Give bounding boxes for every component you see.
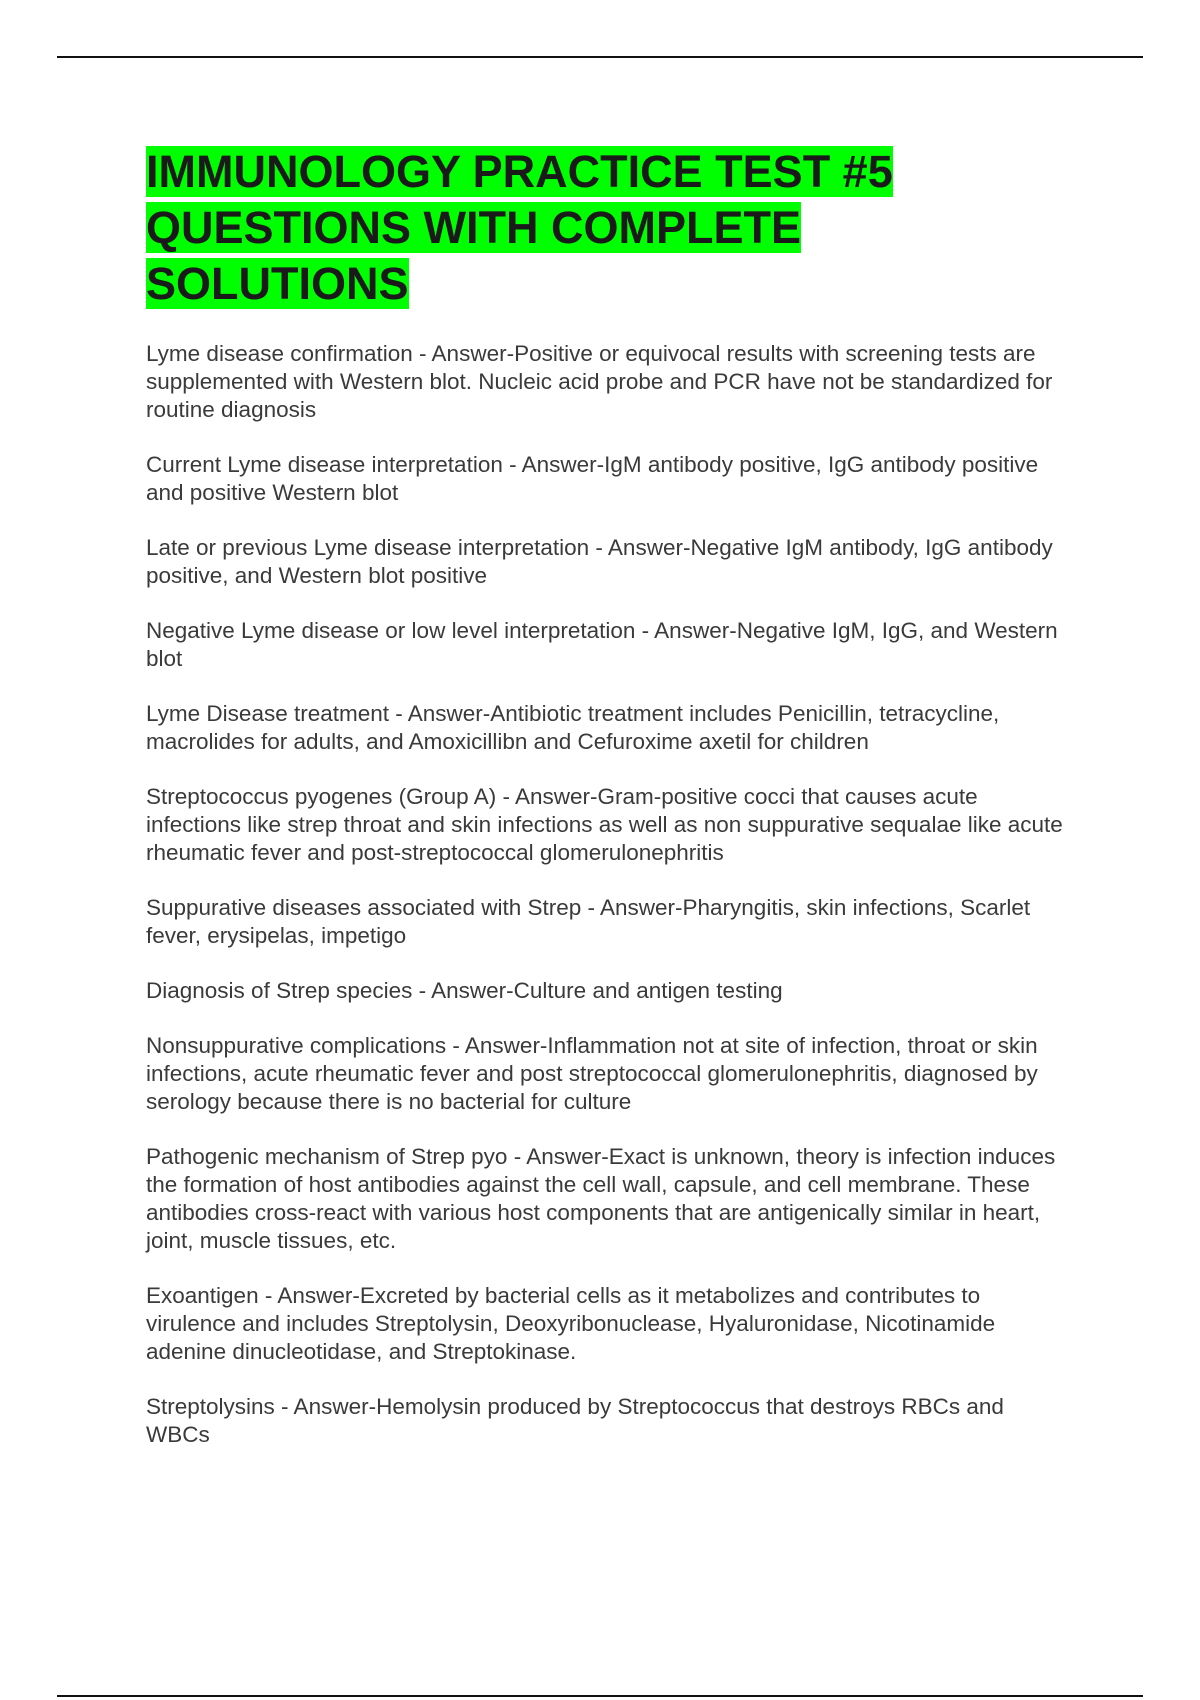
qa-item: Lyme disease confirmation - Answer-Positive or equivocal results with screening tests are supplemented with Western blot. Nucleic acid probe and PCR have not be standardized for routine diagnosis <box>146 341 1053 422</box>
qa-item: Late or previous Lyme disease interpretation - Answer-Negative IgM antibody, IgG antibody positive, and Western blot positive <box>146 535 1053 588</box>
qa-item: Nonsuppurative complications - Answer-Inflammation not at site of infection, throat or skin infections, acute rheumatic fever and post streptococcal glomerulonephritis, diagnosed by serology because there is no bacterial for culture <box>146 1033 1038 1114</box>
qa-item: Suppurative diseases associated with Strep - Answer-Pharyngitis, skin infections, Scarlet fever, erysipelas, impetigo <box>146 895 1031 948</box>
top-rule <box>57 56 1143 58</box>
bottom-rule <box>57 1695 1143 1697</box>
qa-item: Negative Lyme disease or low level interpretation - Answer-Negative IgM, IgG, and Western blot <box>146 618 1058 671</box>
qa-list <box>146 340 1066 1449</box>
qa-item: Pathogenic mechanism of Strep pyo - Answer-Exact is unknown, theory is infection induces the formation of host antibodies against the cell wall, capsule, and cell membrane. These antibodies cross-react with various host components that are antigenically similar in heart, joint, muscle tissues, etc. <box>146 1144 1056 1253</box>
qa-item: Diagnosis of Strep species - Answer-Culture and antigen testing <box>146 978 783 1003</box>
qa-item: Current Lyme disease interpretation - Answer-IgM antibody positive, IgG antibody positive and positive Western blot <box>146 452 1039 505</box>
qa-item: Streptolysins - Answer-Hemolysin produced by Streptococcus that destroys RBCs and WBCs <box>146 1394 1004 1447</box>
qa-item: Streptococcus pyogenes (Group A) - Answer-Gram-positive cocci that causes acute infections like strep throat and skin infections as well as non suppurative sequalae like acute rheumatic fever and post-streptococcal glomerulonephritis <box>146 784 1063 865</box>
document-title <box>146 144 1066 312</box>
qa-item: Lyme Disease treatment - Answer-Antibiotic treatment includes Penicillin, tetracycline, macrolides for adults, and Amoxicillibn and Cefuroxime axetil for children <box>146 701 1000 754</box>
document-page <box>146 144 1066 1476</box>
title-highlight: IMMUNOLOGY PRACTICE TEST #5 QUESTIONS WITH COMPLETE SOLUTIONS <box>146 146 893 309</box>
qa-item: Exoantigen - Answer-Excreted by bacterial cells as it metabolizes and contributes to virulence and includes Streptolysin, Deoxyribonuclease, Hyaluronidase, Nicotinamide adenine dinucleotidase, and Streptokinase. <box>146 1283 996 1364</box>
